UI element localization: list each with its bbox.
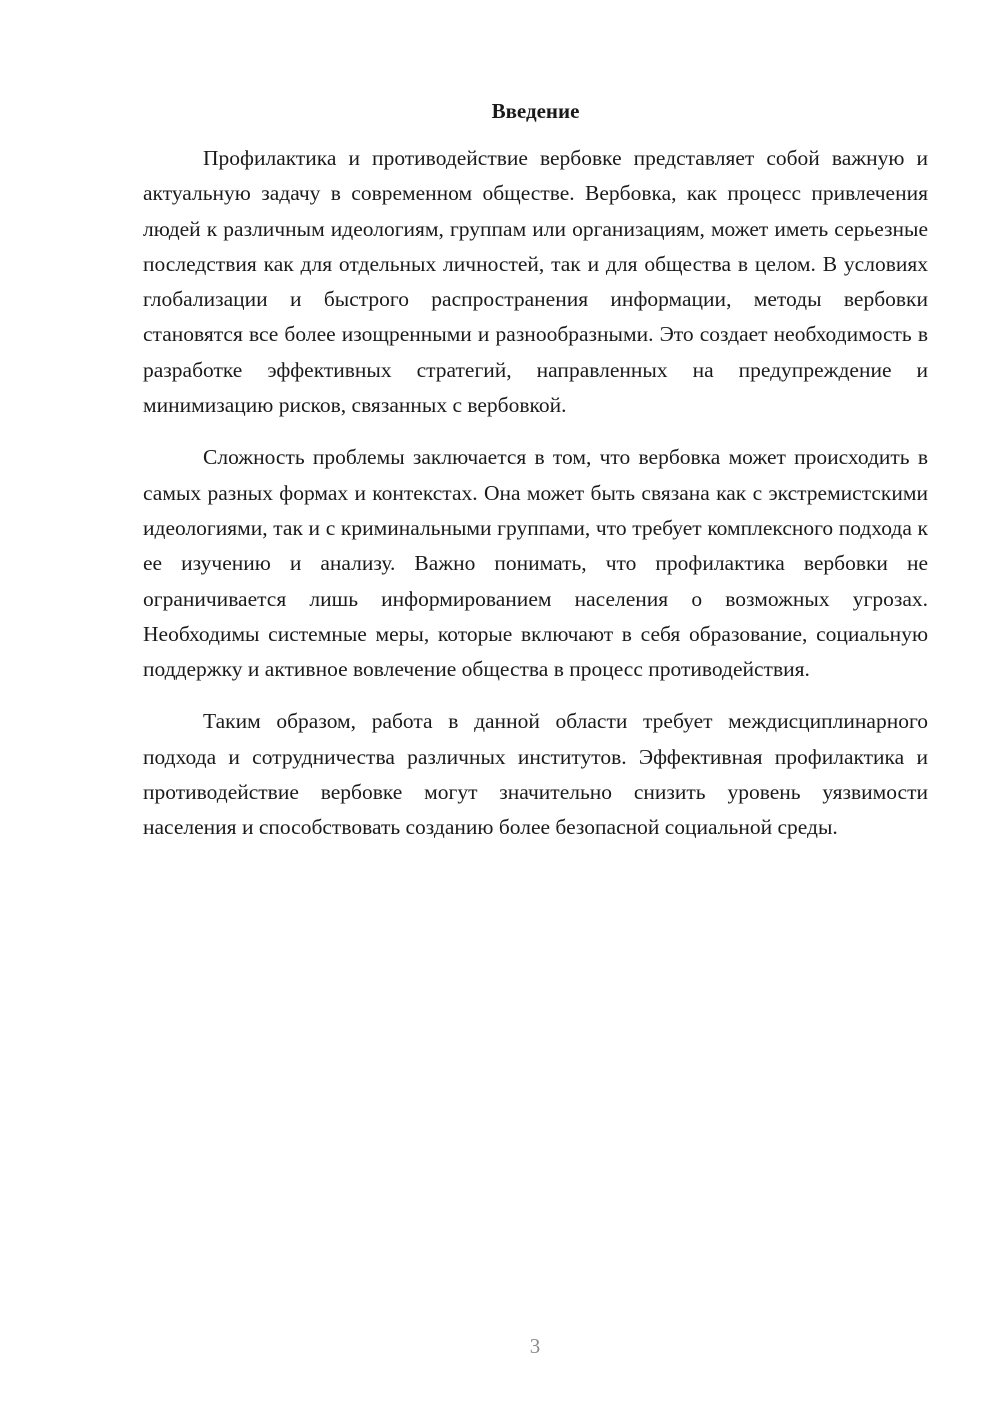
paragraph-2: Сложность проблемы заключается в том, что вербовка может происходить в самых разных формах и контекстах. Она может быть связана как с экстремистскими идеологиями, так и с криминальными группами, что требует комплексного подхода к ее изучению и анализу. Важно понимать, что профилактика вербовки не ограничивается лишь информированием населения о возможных угрозах. Необходимы системные меры, которые включают в себя образование, социальную поддержку и активное вовлечение общества в процесс противодействия.: [143, 445, 928, 682]
paragraph-1: Профилактика и противодействие вербовке представляет собой важную и актуальную задачу в современном обществе. Вербовка, как процесс привлечения людей к различным идеологиям, группам или организациям, может иметь серьезные последствия как для отдельных личностей, так и для общества в целом. В условиях глобализации и быстрого распространения информации, методы вербовки становятся все более изощренными и разнообразными. Это создает необходимость в разработке эффективных стратегий, направленных на предупреждение и минимизацию рисков, связанных с вербовкой.: [143, 146, 928, 418]
section-title: Введение: [491, 99, 580, 123]
paragraph-3: Таким образом, работа в данной области требует междисциплинарного подхода и сотрудничества различных институтов. Эффективная профилактика и противодействие вербовке могут значительно снизить уровень уязвимости населения и способствовать созданию более безопасной социальной среды.: [143, 709, 928, 840]
page-number: 3: [529, 1334, 541, 1358]
document-body: [143, 141, 928, 863]
